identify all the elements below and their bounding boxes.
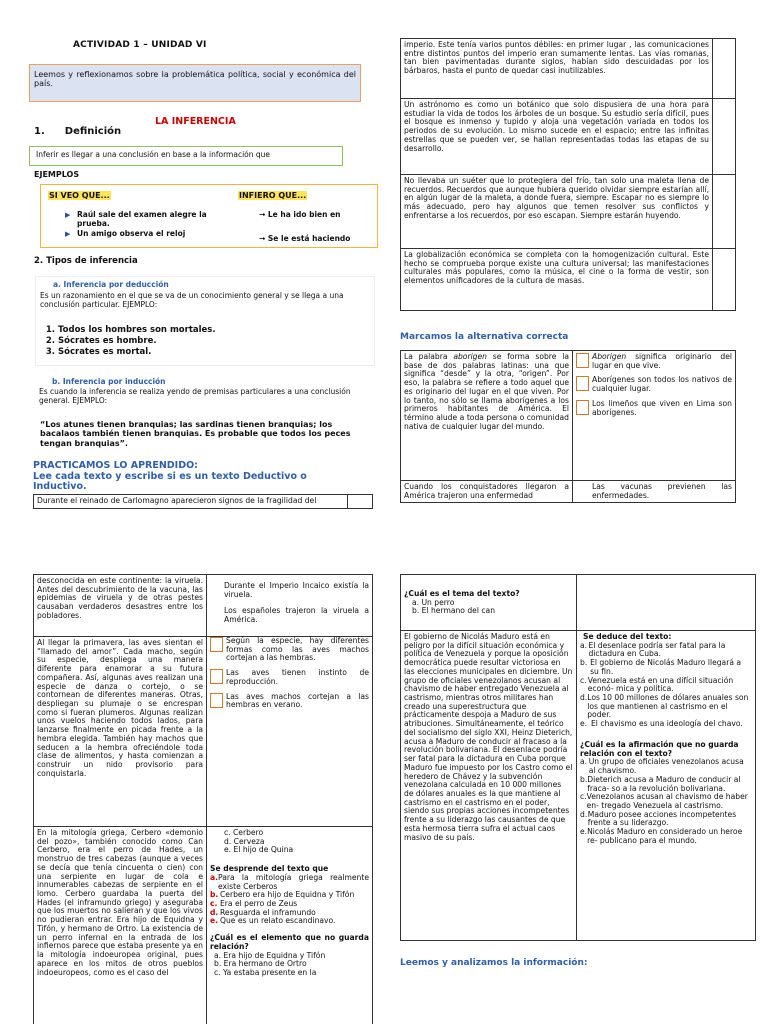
intro-text: Leemos y reflexionamos sobre la problemática política, social y económica del país. (34, 70, 356, 89)
option-label: Que es un relato escandinavo. (220, 916, 336, 926)
practice-table-start (33, 494, 373, 509)
deduction-text: Es un razonamiento en el que se va de un conocimiento general y se llega a una conclusión particular. EJEMPLO: (40, 291, 344, 309)
option-letter: b. (580, 774, 588, 784)
definition-heading (34, 126, 121, 137)
see-heading: SI VEO QUE... (49, 191, 110, 200)
option-label: b. Era hermano de Ortro (214, 959, 307, 969)
definition-box (29, 146, 343, 166)
examples-title: EJEMPLOS (34, 170, 80, 179)
definition-text: Inferir es llegar a una conclusión en base a la información que (36, 150, 271, 159)
alternative-text-em: aborigen (453, 352, 487, 361)
option-label: e. El hijo de Quina (224, 845, 294, 855)
alternative-option-2[interactable] (576, 376, 732, 393)
definition-title: Definición (64, 126, 122, 137)
activity-title: ACTIVIDAD 1 – UNIDAD VI (73, 40, 207, 50)
question-1-options (210, 874, 369, 926)
cont-row-3-questions (207, 827, 373, 1024)
deduce-options (580, 642, 752, 729)
option-label: Un grupo de oficiales venezolanos acusa al chavismo. (588, 757, 744, 776)
types-title: 2. Tipos de inferencia (34, 256, 138, 266)
maduro-questions (577, 631, 756, 941)
cont-row-2-options (207, 637, 373, 827)
deduction-title: a. Inferencia por deducción (53, 280, 169, 289)
infer-heading: INFIERO QUE... (239, 191, 307, 200)
example-1-infer: → Le ha ido bien en (259, 210, 341, 219)
option-label: Venezuela está en una difícil situación econó- mica y política. (587, 675, 734, 694)
alternative-text (401, 351, 573, 481)
option-label: El gobierno de Nicolás Maduro llegará a su fin. (590, 658, 742, 676)
example-2-see: ▶ Un amigo observa el reloj (65, 230, 225, 239)
practice-row-1-text: Durante el reinado de Carlomagno aparecieron signos de la fragilidad del (34, 495, 348, 509)
option-label: d. Cerveza (224, 836, 265, 846)
cont-row-2-text: Al llegar la primavera, las aves sientan el “llamado del amor”. Cada macho, según su especie, despliega una manera diferente para enamorar a su futura compañera. Así, algunas aves realizan una especie de danza o cortejo, o se contornean de diferentes maneras. Otras, despliegan su plumaje o se encrespan como si fueran plumeros. Algunas realizan unos vuelos haciendo todos lados, para lanzarse finalmente en picada frente a la hembra elegida. También hay machos que seducen a la hembra ofreciéndole toda clase de alimentos, y hasta comienzan a construir un nido provisorio para conquistarla. (34, 637, 207, 827)
theme-question: ¿Cuál es el tema del texto? (404, 589, 520, 598)
cont-row-1-options (207, 575, 373, 637)
alternative-row-2-option: Las vacunas previenen las enfermedades. (573, 481, 736, 503)
option-label: Los españoles trajeron la viruela a América. (224, 606, 369, 625)
deduction-box (35, 276, 375, 366)
examples-see-list (65, 211, 225, 239)
option-label: Los 10 00 millones de dólares anuales son los que mantienen al castrismo en el poder. (587, 693, 749, 720)
practice-row-text: Un astrónomo es como un botánico que solo dispusiera de una hora para estudiar la vida de todos los árboles de un bosque. Su estudio sería difícil, pues el bosque es inmenso y tupido y aloja una vegetación variada en todos los periodos de su evolución. Lo mismo sucede en el espacio; entre las infinitas estrellas que se pueden ver, se hallan representadas todas las etapas de su desarrollo. (401, 99, 713, 175)
option-letter: d. (210, 907, 219, 917)
cont-row-3-text: En la mitología griega, Cerbero «demonio del pozo», también conocido como Can Cerbero, era el perro de Hades, un monstruo de tres cabezas (aunque a veces se decía que tenía cincuenta o cien) con una serpiente en lugar de cola e innumerables cabezas de serpiente en el lomo. Cerbero guardaba la puerta del Hades (el inframundo griego) y aseguraba que los muertos no salieran y que los vivos no pudieran entrar. Era hijo de Equidna y Tifón, y hermano de Ortro. La existencia de un perro infernal en la entrada de los infiernos parece que estaba presente ya en la mitología indoeuropea original, pues aparece en los mitos de otros pueblos indoeuropeos, como es el caso del (34, 827, 207, 1024)
deduction-item: 3. Sócrates es mortal. (58, 347, 216, 358)
alternative-text-post: se forma sobre la base de dos palabras latinas: una que significa “desde” y la otra, “origen”. Por eso, la palabra se refiere a todo aquel que es originario del lugar en el que viven. Por lo tanto, no sólo se llama aborígenes a los primeros habitantes de América. El término alude a toda persona o comunidad nativa de cualquier lugar del mundo. (404, 352, 569, 431)
option-letter: b. (210, 890, 219, 900)
practice-row-text: No llevaba un suéter que lo protegiera del frío, tan solo una maleta llena de recuerdos. Recuerdos que aunque hubiera querido olvidar siempre estarían allí, en algún lugar de la maleta, a donde fuera, siempre. Escapar no es siempre lo más adecuado, pero hay algunos que temen resolver sus conflictos y enfrentarse a los recuerdos, por eso escapan. Siempre estarán huyendo. (401, 175, 713, 249)
option-label: Resguarda el inframundo (220, 907, 316, 917)
deduction-item: 1. Todos los hombres son mortales. (58, 325, 216, 336)
page-bottom-right (385, 532, 768, 1024)
practice-subtitle: Lee cada texto y escribe si es un texto Deductivo o Inductivo. (33, 471, 307, 493)
alternative-option-1[interactable] (576, 353, 732, 370)
option-label: Los limeños que viven en Lima son aborígenes. (592, 398, 732, 417)
deduction-list (58, 325, 216, 358)
option-label: Maduro posee acciones incompetentes frente a su liderazgo. (587, 809, 737, 828)
top-options (210, 829, 369, 855)
option-letter: a. (210, 872, 219, 882)
option-em: Aborigen (592, 352, 627, 361)
footer-heading: Leemos y analizamos la información: (400, 958, 588, 968)
practice-row-1-answer[interactable] (348, 495, 373, 509)
question-1: Se desprende del texto que (210, 864, 329, 874)
option-label: Era el perro de Zeus (220, 899, 298, 909)
alternative-title: Marcamos la alternativa correcta (400, 332, 569, 342)
practice-row-text: La globalización económica se completa con la homogenización cultural. Este hecho se comprueba porque existe una cultura universal; las manifestaciones culturales más populares, como la música, el cine o la forma de vestir, son elementos unificadores de la cultura de masas. (401, 249, 713, 311)
practice-table-continued (400, 38, 736, 311)
option-letter: c. (580, 792, 587, 802)
practice-title: PRACTICAMOS LO APRENDIDO: (33, 460, 198, 471)
option-label: c. Ya estaba presente en la (214, 968, 317, 978)
option-label: El chavismo es una ideología del chavo. (591, 719, 743, 729)
option-3[interactable] (210, 693, 369, 710)
relation-options (580, 758, 752, 845)
theme-question-cell (401, 575, 577, 631)
option-2[interactable] (210, 669, 369, 686)
option-letter: e. (580, 827, 588, 837)
option-checkbox[interactable] (576, 376, 589, 391)
practice-row-answer[interactable] (713, 175, 736, 249)
option-label: a. Un perro (412, 597, 455, 607)
option-label: Las aves tienen instinto de reproducción. (226, 668, 369, 686)
alternative-text-pre: La palabra (404, 352, 454, 361)
page-bottom-left (0, 532, 383, 1024)
option-label: Durante el Imperio Incaico existía la viruela. (224, 581, 369, 599)
option-checkbox[interactable] (210, 693, 223, 708)
analysis-table (400, 574, 756, 941)
option-letter: e. (580, 719, 588, 729)
option-letter: a. (580, 640, 588, 650)
option-label: Nicolás Maduro en considerado un heroe re- publicano para el mundo. (587, 827, 743, 845)
option-checkbox[interactable] (576, 400, 589, 415)
relation-question: ¿Cuál es la afirmación que no guarda relación con el texto? (580, 739, 739, 758)
example-1-see: ▶ Raúl sale del examen alegre la prueba. (65, 211, 225, 228)
option-checkbox[interactable] (576, 353, 589, 368)
maduro-text: El gobierno de Nicolás Maduro está en peligro por la difícil situación económica y política de Venezuela y porque la oposición democrática puede resultar victoriosa en las elecciones municipales en diciembre. Un grupo de oficiales venezolanos acusan al chavismo de haber entregado Venezuela al castrismo, mientras otros militares han creado una superestructura que prácticamente despoja a Maduro de sus atribuciones. Simultáneamente, el teórico del socialismo del siglo XXI, Heinz Dieterich, acusa a Maduro de conducir al fracaso a la revolución bolivariana. El desenlace podría ser fatal para la dictadura en Cuba porque Maduro fue impuesto por los Castro como el heredero de Chávez y la subvención venezolana calculada en 10 000 millones de dólares anuales es la que mantiene al castrismo en el castrismo en el poder, siendo sus propias acciones incompetentes frente a su liderazgo las causantes de que esta hermosa tierra sufra el actual caos masivo de su país. (401, 631, 577, 941)
induction-title: b. Inferencia por inducción (52, 377, 166, 386)
option-checkbox[interactable] (210, 637, 223, 652)
option-label: Venezolanos acusan al chavismo de haber en- tregado Venezuela al castrismo. (586, 792, 748, 810)
option-label: Cerbero era hijo de Equidna y Tifón (220, 890, 355, 900)
alternative-row-2-text: Cuando los conquistadores llegaron a América trajeron una enfermedad (401, 481, 573, 503)
practice-row-answer[interactable] (713, 99, 736, 175)
question-2-options (210, 952, 369, 978)
page-top-right (385, 0, 768, 515)
alternative-options (573, 351, 736, 481)
option-label: Para la mitología griega realmente existe Cerberos (218, 872, 369, 891)
example-2-infer: → Se le está haciendo (259, 234, 351, 243)
option-label: c. Cerbero (224, 828, 264, 837)
alternative-option-3[interactable] (576, 400, 732, 417)
cont-table (33, 574, 373, 1024)
practice-row-answer[interactable] (713, 249, 736, 311)
option-checkbox[interactable] (210, 669, 223, 684)
option-letter: b. (580, 658, 588, 668)
page-top-left (0, 0, 383, 515)
definition-number: 1. (34, 126, 45, 137)
question-2: ¿Cuál es el elemento que no guarda relación? (210, 933, 369, 951)
option-label: Las aves machos cortejan a las hembras en verano. (226, 691, 369, 710)
intro-box (29, 64, 361, 102)
option-label: significa originario del lugar en que vive. (592, 352, 732, 370)
option-label: Dieterich acusa a Maduro de conducir al fraca- so a la revolución bolivariana. (587, 774, 741, 793)
option-letter: d. (580, 693, 588, 703)
theme-options (404, 599, 573, 616)
option-1[interactable] (210, 637, 369, 663)
option-letter: d. (580, 809, 588, 819)
cont-row-1-text: desconocida en este continente: la viruela. Antes del descubrimiento de la vacuna, las epidemias de viruela y de otras pestes causaban verdaderos desastres entre los pobladores. (34, 575, 207, 637)
deduction-item: 2. Sócrates es hombre. (58, 336, 216, 347)
option-letter: c. (210, 899, 218, 909)
option-label: b. El hermano del can (412, 606, 496, 616)
theme-answer-cell[interactable] (577, 575, 756, 631)
option-label: a. Era hijo de Equidna y Tifón (214, 950, 326, 960)
deduce-question: Se deduce del texto: (583, 632, 672, 641)
option-label: Según la especie, hay diferentes formas como las aves machos cortejan a las hembras. (226, 636, 369, 663)
examples-box (40, 184, 378, 248)
option-label: El desenlace podría ser fatal para la dictadura en Cuba. (588, 640, 726, 659)
induction-example: “Los atunes tienen branquias; las sardinas tienen branquias; los bacalaos también tienen branquias. Es probable que todos los peces tengan branquias”. (40, 420, 351, 448)
induction-text: Es cuando la inferencia se realiza yendo de premisas particulares a una conclusión general. EJEMPLO: (39, 387, 351, 405)
practice-row-text: imperio. Este tenía varios puntos débiles: en primer lugar , las comunicaciones entre distintos puntos del imperio eran sumamente lentas. Las vías romanas, tan bien pavimentadas durante siglos, habían sido descuidadas por los bárbaros, hasta el punto de quedar casi inutilizables. (401, 39, 713, 99)
option-letter: a. (580, 757, 588, 767)
practice-row-answer[interactable] (713, 39, 736, 99)
option-letter: e. (210, 916, 219, 926)
alternative-table (400, 350, 736, 503)
inference-title: LA INFERENCIA (155, 116, 236, 127)
option-letter: c. (580, 675, 587, 685)
option-label: Aborígenes son todos los nativos de cualquier lugar. (592, 375, 732, 394)
